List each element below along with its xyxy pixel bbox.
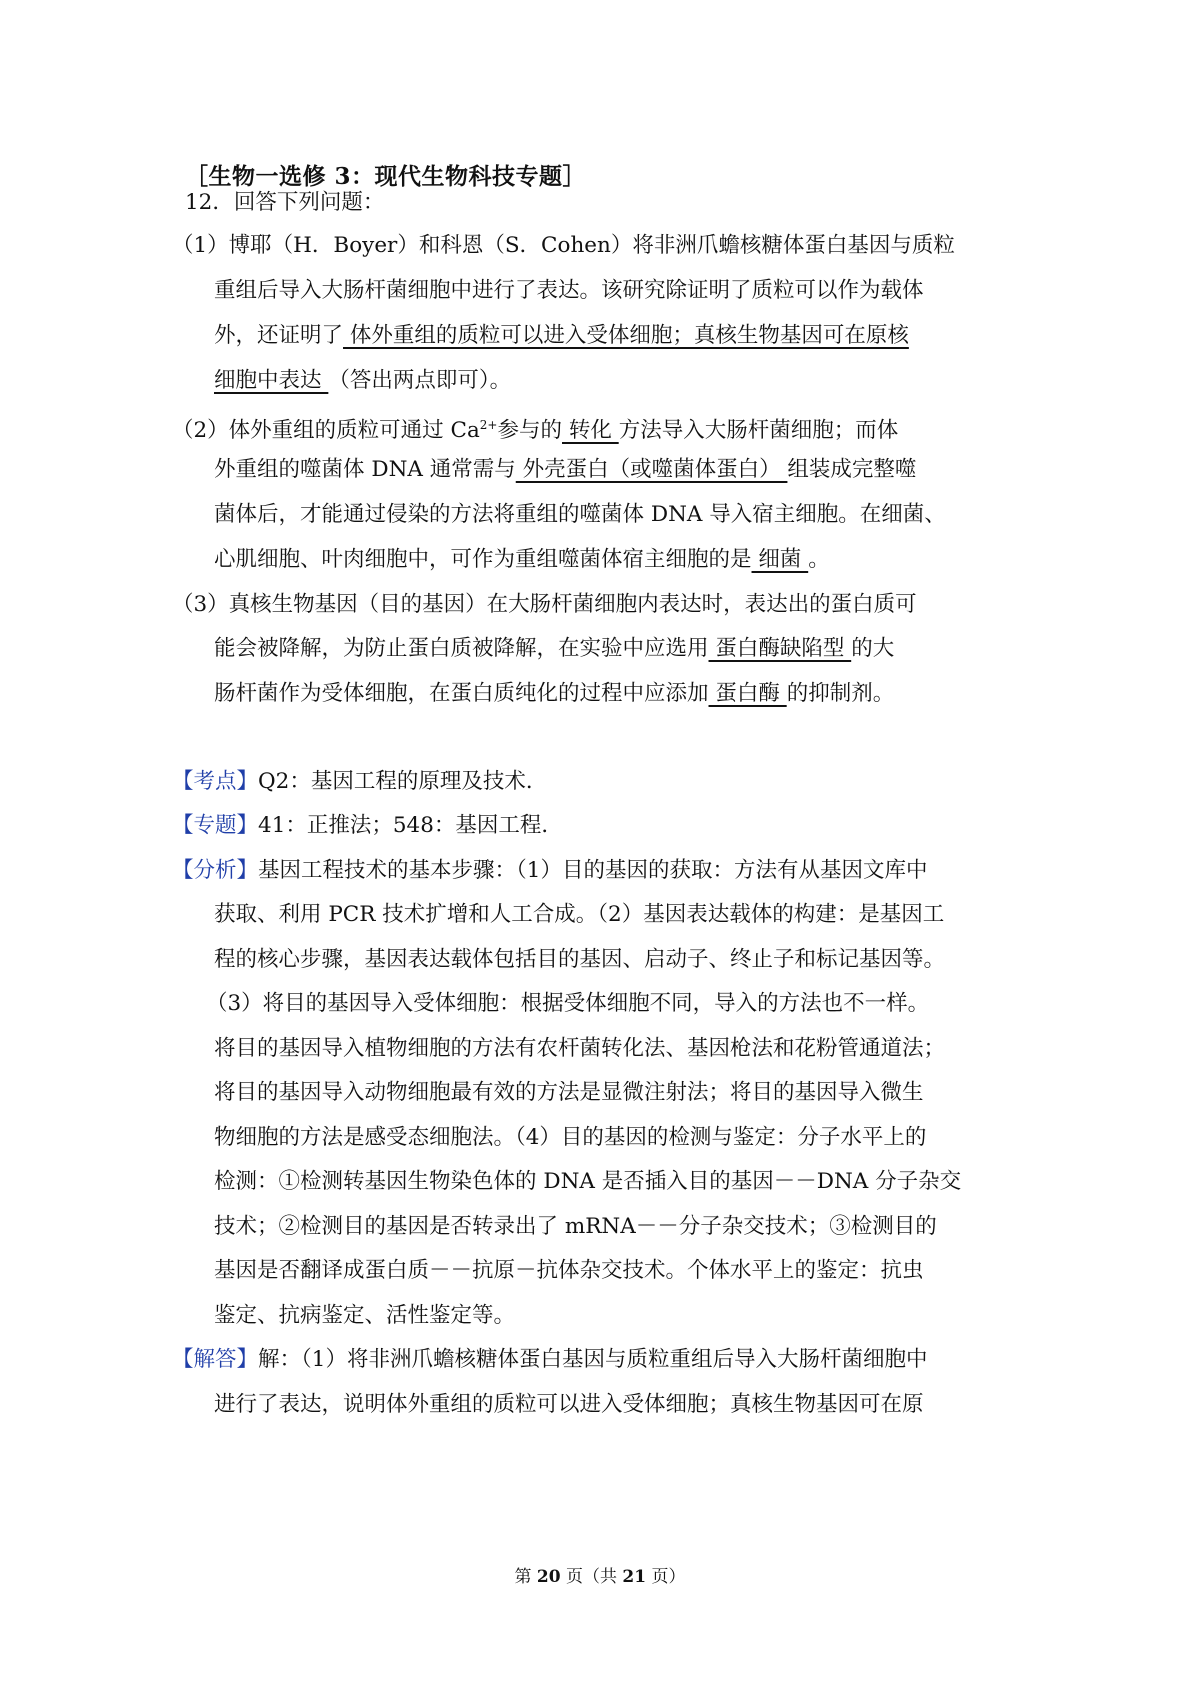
answer-blank: 体外重组的质粒可以进入受体细胞；真核生物基因可在原核 — [343, 323, 909, 348]
fenxi-line11: 鉴定、抗病鉴定、活性鉴定等。 — [214, 1303, 516, 1328]
part3-line3: 肠杆菌作为受体细胞，在蛋白质纯化的过程中应添加 蛋白酶 的抑制剂。 — [214, 681, 895, 706]
part1-line1: （1）博耶（H．Boyer）和科恩（S．Cohen）将非洲爪蟾核糖体蛋白基因与质粒 — [172, 233, 955, 258]
kaodian-tag: 【考点】 — [172, 769, 259, 794]
fenxi-line10: 基因是否翻译成蛋白质－－抗原－抗体杂交技术。个体水平上的鉴定：抗虫 — [214, 1258, 924, 1283]
fenxi-line8: 检测：①检测转基因生物染色体的 DNA 是否插入目的基因－－DNA 分子杂交 — [214, 1169, 962, 1194]
fenxi-line4: （3）将目的基因导入受体细胞：根据受体细胞不同，导入的方法也不一样。 — [206, 991, 930, 1016]
answer-blank: 转化 — [562, 418, 619, 444]
part1-line2: 重组后导入大肠杆菌细胞中进行了表达。该研究除证明了质粒可以作为载体 — [214, 278, 924, 303]
question-number: 12． — [185, 190, 234, 215]
kaodian-line: 【考点】Q2：基因工程的原理及技术． — [172, 769, 548, 794]
zhuanti-tag: 【专题】 — [172, 813, 259, 838]
jieda-tag: 【解答】 — [172, 1347, 259, 1372]
page-total: 21 — [622, 1567, 647, 1587]
part1-line4: 细胞中表达 （答出两点即可）。 — [214, 368, 512, 393]
section-heading: ［生物一选修 3：现代生物科技专题］ — [185, 163, 587, 190]
part3-line1: （3）真核生物基因（目的基因）在大肠杆菌细胞内表达时，表达出的蛋白质可 — [172, 592, 917, 617]
page-number: 20 — [536, 1567, 561, 1587]
page-footer: 第 20 页（共 21 页） — [514, 1567, 686, 1587]
answer-blank: 细菌 — [751, 547, 809, 572]
part1-line3: 外，还证明了 体外重组的质粒可以进入受体细胞；真核生物基因可在原核 — [214, 323, 909, 348]
fenxi-line5: 将目的基因导入植物细胞的方法有农杆菌转化法、基因枪法和花粉管通道法； — [214, 1036, 946, 1061]
zhuanti-line: 【专题】41：正推法；548：基因工程． — [172, 813, 563, 838]
answer-blank: 蛋白酶 — [708, 681, 787, 706]
jieda-line1: 【解答】解：（1）将非洲爪蟾核糖体蛋白基因与质粒重组后导入大肠杆菌细胞中 — [172, 1347, 928, 1372]
fenxi-line3: 程的核心步骤，基因表达载体包括目的基因、启动子、终止子和标记基因等。 — [214, 947, 946, 972]
part2-line3: 菌体后，才能通过侵染的方法将重组的噬菌体 DNA 导入宿主细胞。在细菌、 — [214, 502, 946, 527]
answer-blank: 蛋白酶缺陷型 — [708, 636, 852, 661]
fenxi-tag: 【分析】 — [172, 858, 259, 883]
jieda-line2: 进行了表达，说明体外重组的质粒可以进入受体细胞；真核生物基因可在原 — [214, 1392, 924, 1417]
fenxi-line2: 获取、利用 PCR 技术扩增和人工合成。（2）基因表达载体的构建：是基因工 — [214, 902, 945, 927]
fenxi-line1: 【分析】基因工程技术的基本步骤：（1）目的基因的获取：方法有从基因文库中 — [172, 858, 928, 883]
part2-line4: 心肌细胞、叶肉细胞中，可作为重组噬菌体宿主细胞的是 细菌 。 — [214, 547, 830, 572]
answer-blank: 外壳蛋白（或噬菌体蛋白） — [515, 457, 788, 482]
fenxi-line6: 将目的基因导入动物细胞最有效的方法是显微注射法；将目的基因导入微生 — [214, 1080, 924, 1105]
part2-line1: （2）体外重组的质粒可通过 $Ca^{2+}$参与的 转化 方法导入大肠杆菌细胞；而体 — [172, 418, 899, 444]
fenxi-line7: 物细胞的方法是感受态细胞法。（4）目的基因的检测与鉴定：分子水平上的 — [214, 1125, 927, 1150]
part3-line2: 能会被降解，为防止蛋白质被降解，在实验中应选用 蛋白酶缺陷型 的大 — [214, 636, 895, 661]
question-stem: 12．回答下列问题： — [185, 190, 385, 215]
fenxi-line9: 技术；②检测目的基因是否转录出了 mRNA－－分子杂交技术；③检测目的 — [214, 1214, 937, 1239]
part2-line2: 外重组的噬菌体 DNA 通常需与 外壳蛋白（或噬菌体蛋白） 组装成完整噬 — [214, 457, 917, 482]
answer-blank: 细胞中表达 — [214, 368, 329, 393]
